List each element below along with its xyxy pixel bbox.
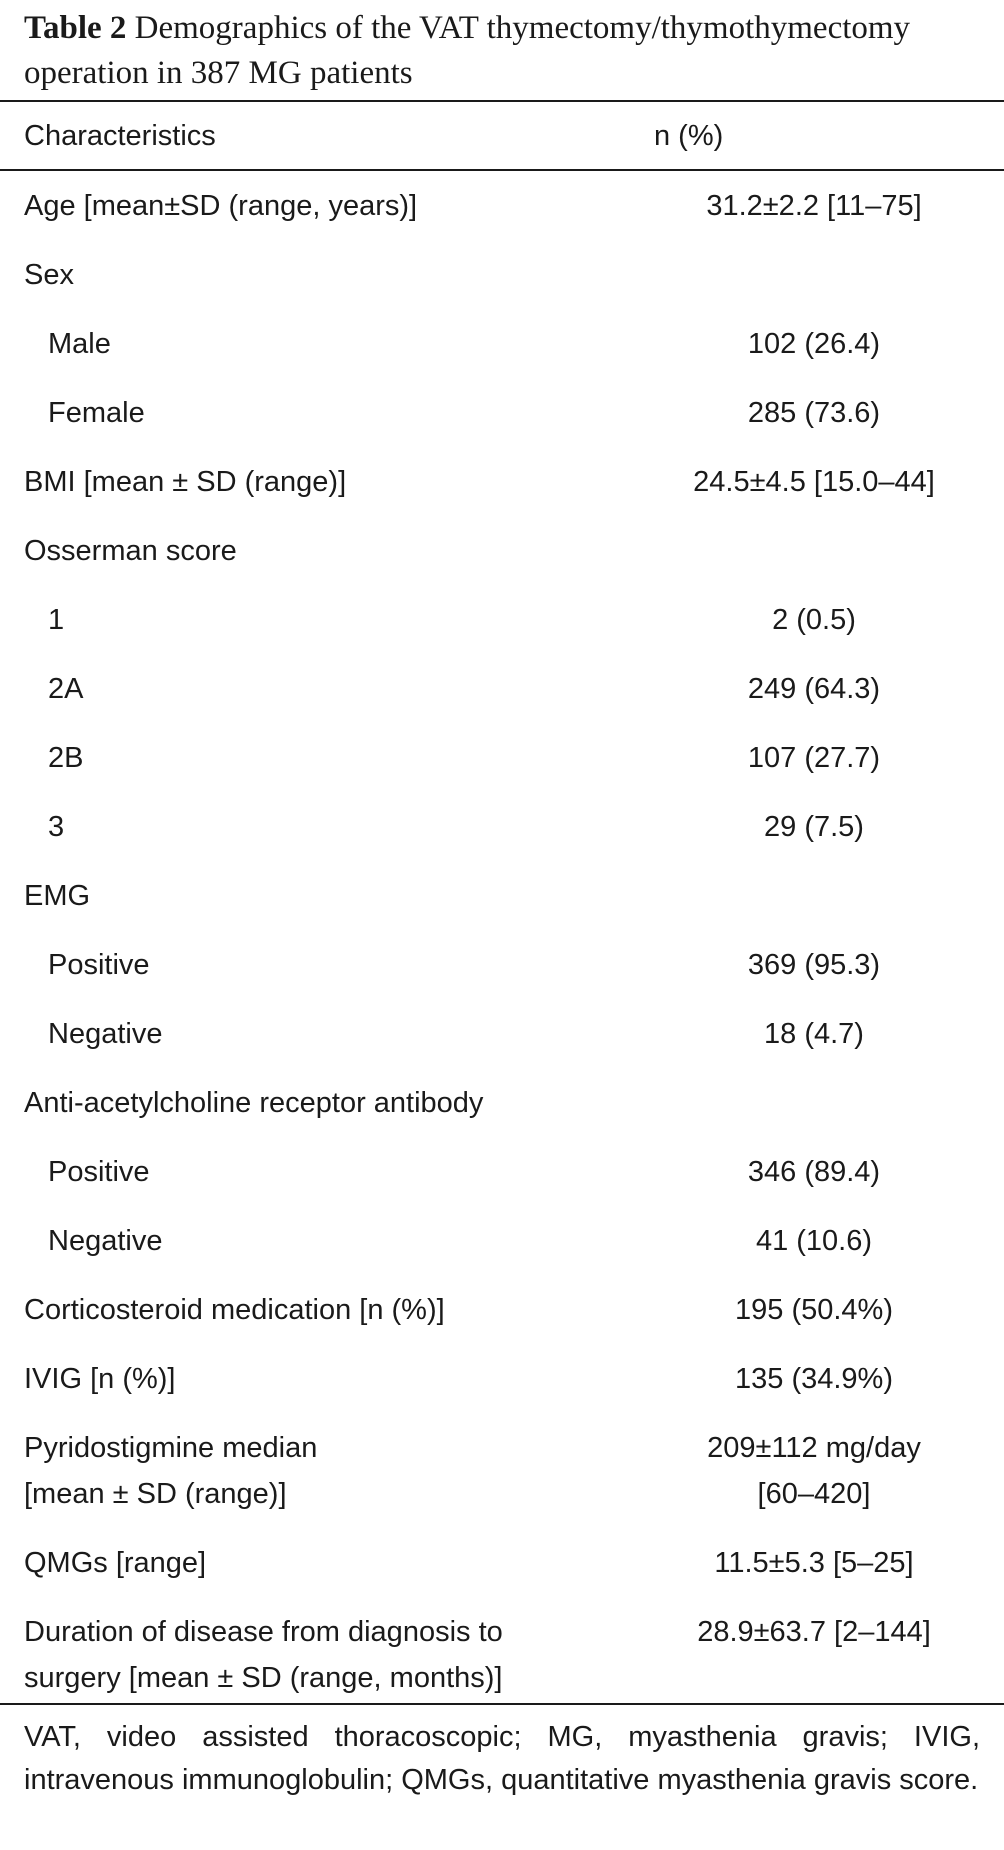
table-bottom-rule <box>0 1703 1004 1705</box>
table-row <box>24 861 984 930</box>
row-value: 31.2±2.2 [11–75] <box>706 190 922 222</box>
table-row <box>24 1068 984 1137</box>
row-characteristic: EMG <box>24 880 91 912</box>
row-characteristic: Male <box>48 328 111 360</box>
row-value: 135 (34.9%) <box>735 1363 893 1395</box>
row-value: 41 (10.6) <box>755 1225 873 1257</box>
row-characteristic: Anti-acetylcholine receptor antibody <box>24 1087 484 1119</box>
table-row <box>24 930 984 999</box>
row-value: 24.5±4.5 [15.0–44] <box>693 466 935 498</box>
table-caption-label: Table 2 <box>24 10 127 46</box>
row-characteristic: Corticosteroid medication [n (%)] <box>24 1294 445 1326</box>
row-characteristic: QMGs [range] <box>24 1547 207 1579</box>
table-row <box>24 1597 984 1719</box>
table-top-rule <box>0 100 1004 102</box>
row-value: 346 (89.4) <box>747 1156 881 1188</box>
table-body <box>0 171 1004 1719</box>
row-characteristic: 2A <box>48 673 84 705</box>
row-value: 2 (0.5) <box>772 604 856 636</box>
row-characteristic: Positive <box>48 949 150 981</box>
row-value: 29 (7.5) <box>764 811 864 843</box>
row-characteristic: Positive <box>48 1156 150 1188</box>
table-row <box>24 1275 984 1344</box>
table-row <box>24 309 984 378</box>
table-row <box>24 516 984 585</box>
table-row <box>24 723 984 792</box>
row-value: 11.5±5.3 [5–25] <box>714 1547 914 1579</box>
table-row <box>24 585 984 654</box>
row-value <box>644 1068 984 1080</box>
table-row <box>24 654 984 723</box>
row-characteristic: 3 <box>48 811 65 843</box>
table-row <box>24 447 984 516</box>
table-header-row <box>24 108 984 164</box>
row-value: 285 (73.6) <box>747 397 881 429</box>
column-header-characteristics: Characteristics <box>24 120 216 152</box>
table-row <box>24 1344 984 1413</box>
row-characteristic: IVIG [n (%)] <box>24 1363 176 1395</box>
row-characteristic: Sex <box>24 259 74 291</box>
row-characteristic: Female <box>48 397 145 429</box>
row-value <box>644 240 984 252</box>
row-characteristic: Negative <box>48 1225 163 1257</box>
table-row <box>24 1528 984 1597</box>
table-row <box>24 1137 984 1206</box>
row-value: 369 (95.3) <box>747 949 881 981</box>
row-characteristic: 1 <box>48 604 65 636</box>
column-header-n-percent: n (%) <box>654 120 724 152</box>
row-characteristic: Osserman score <box>24 535 237 567</box>
row-characteristic: Negative <box>48 1018 163 1050</box>
row-value: 28.9±63.7 [2–144] <box>697 1616 931 1648</box>
row-characteristic: Age [mean±SD (range, years)] <box>24 190 418 222</box>
row-value: 209±112 mg/day [60–420] <box>707 1432 921 1510</box>
table-row <box>24 171 984 240</box>
table-row <box>24 378 984 447</box>
table-row <box>24 792 984 861</box>
table-row <box>24 1413 984 1528</box>
row-value: 18 (4.7) <box>764 1018 864 1050</box>
table-caption-text: Demographics of the VAT thymectomy/thymothymectomy operation in 387 MG patients <box>24 10 911 91</box>
table-row <box>24 1206 984 1275</box>
row-value <box>644 861 984 873</box>
row-characteristic: Pyridostigmine median [mean ± SD (range)] <box>24 1432 318 1510</box>
row-value: 107 (27.7) <box>747 742 881 774</box>
row-characteristic: BMI [mean ± SD (range)] <box>24 466 347 498</box>
row-value: 102 (26.4) <box>747 328 881 360</box>
row-value: 195 (50.4%) <box>735 1294 893 1326</box>
row-value: 249 (64.3) <box>747 673 881 705</box>
row-value <box>644 516 984 528</box>
row-characteristic: Duration of disease from diagnosis to surgery [mean ± SD (range, months)] <box>24 1616 503 1694</box>
row-characteristic: 2B <box>48 742 84 774</box>
table-row <box>24 240 984 309</box>
table-caption <box>24 6 984 96</box>
table-footnote: VAT, video assisted thoracoscopic; MG, myasthenia gravis; IVIG, intravenous immunoglobulin; QMGs, quantitative myasthenia gravis score. <box>24 1721 980 1796</box>
table-row <box>24 999 984 1068</box>
